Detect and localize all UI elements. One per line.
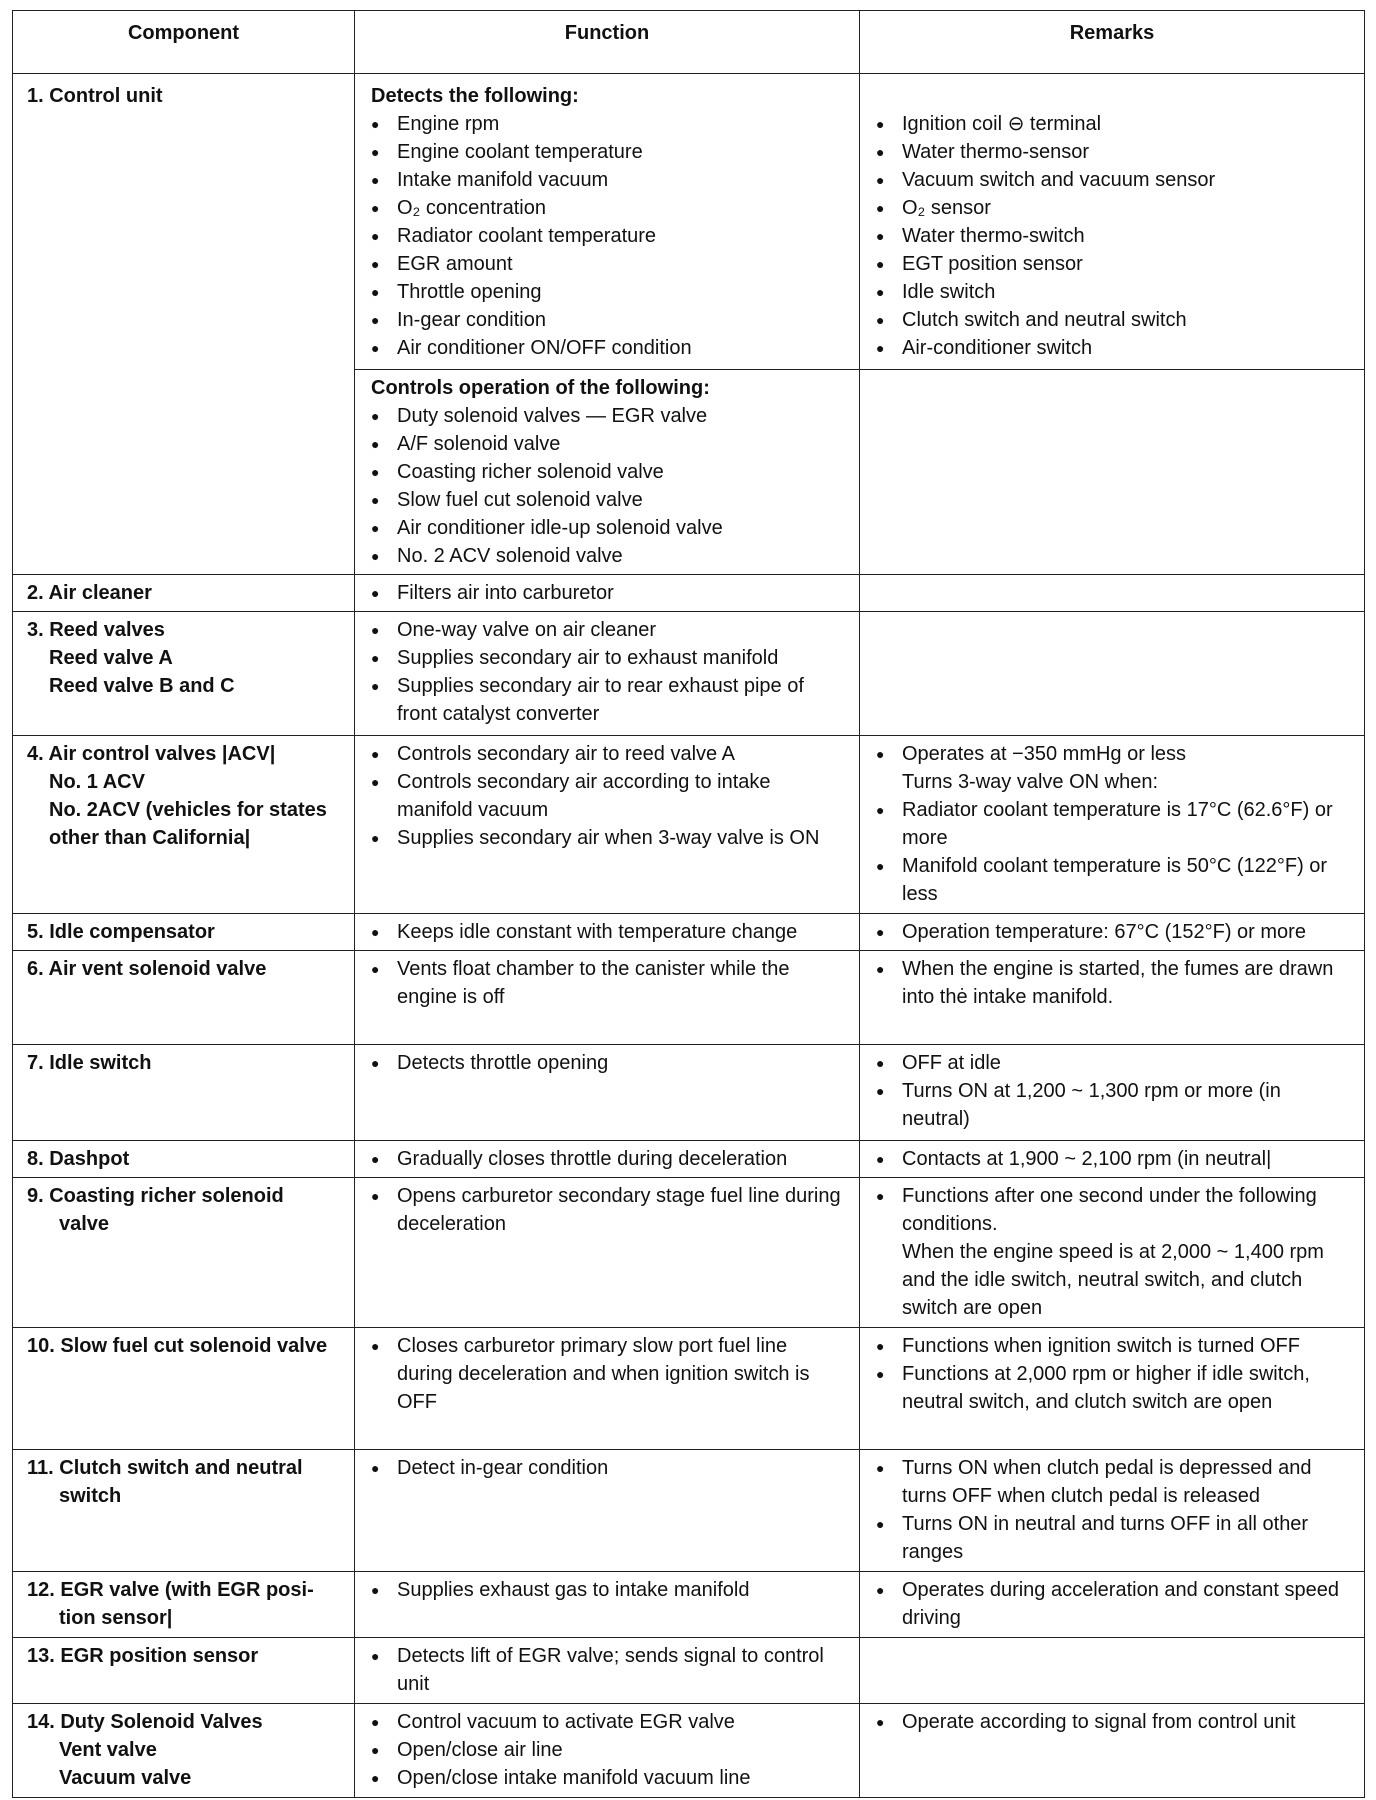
list-item: ● Clutch switch and neutral switch: [874, 306, 1352, 334]
list-item: ● Turns ON when clutch pedal is depressed and turns OFF when clutch pedal is released: [874, 1454, 1352, 1510]
list-item: ● O₂ concentration: [369, 194, 847, 222]
remarks-cell: [860, 1045, 1365, 1141]
remarks-cell: [860, 74, 1365, 370]
component-cell: [13, 1638, 355, 1704]
list-item: ● Radiator coolant temperature is 17°C (62.6°F) or more: [874, 796, 1352, 852]
table-row: [13, 612, 1365, 736]
list-item: ● Water thermo-switch: [874, 222, 1352, 250]
function-cell: [355, 914, 860, 951]
list-item: ● OFF at idle: [874, 1049, 1352, 1077]
list-item: ● Idle switch: [874, 278, 1352, 306]
list-item: ● Engine rpm: [369, 110, 847, 138]
function-cell: [355, 1450, 860, 1572]
remarks-cell: [860, 1178, 1365, 1328]
table-row: [13, 1045, 1365, 1141]
function-cell: [355, 1704, 860, 1798]
list-item: ● O₂ sensor: [874, 194, 1352, 222]
remarks-cell: [860, 1704, 1365, 1798]
component-name: 13. EGR position sensor: [27, 1645, 259, 1667]
component-name-cont: valve: [59, 1213, 110, 1235]
component-cell: [13, 74, 355, 575]
list-item: ● Operation temperature: 67°C (152°F) or more: [874, 918, 1352, 946]
component-name: 10. Slow fuel cut solenoid valve: [27, 1335, 328, 1357]
list-item: ● Functions when ignition switch is turned OFF: [874, 1332, 1352, 1360]
table-row: [13, 951, 1365, 1045]
function-cell: [355, 736, 860, 914]
list-item-continuation: Turns 3-way valve ON when:: [902, 771, 1159, 793]
list-item: ● Water thermo-sensor: [874, 138, 1352, 166]
component-name: 8. Dashpot: [27, 1148, 130, 1170]
component-name: 4. Air control valves |ACV|: [27, 743, 276, 765]
component-cell: [13, 1141, 355, 1178]
list-item: ● Open/close intake manifold vacuum line: [369, 1764, 847, 1792]
component-name: 12. EGR valve (with EGR posi-: [27, 1579, 314, 1601]
remarks-cell: [860, 370, 1365, 575]
list-item: ● Filters air into carburetor: [369, 579, 847, 607]
list-item: ● Air conditioner ON/OFF condition: [369, 334, 847, 362]
component-cell: [13, 1572, 355, 1638]
list-item: ● In-gear condition: [369, 306, 847, 334]
component-name: 11. Clutch switch and neutral: [27, 1457, 303, 1479]
list-item: ● Keeps idle constant with temperature change: [369, 918, 847, 946]
list-item: ● Functions at 2,000 rpm or higher if idle switch, neutral switch, and clutch switch are open: [874, 1360, 1352, 1416]
component-name: 1. Control unit: [27, 85, 163, 107]
header-row: [13, 11, 1365, 74]
list-item: ● Supplies secondary air to rear exhaust pipe of front catalyst converter: [369, 672, 847, 728]
table-row: [13, 1141, 1365, 1178]
list-item: ● Air-conditioner switch: [874, 334, 1352, 362]
list-item: ● Supplies secondary air when 3-way valve is ON: [369, 824, 847, 852]
list-item: ● Slow fuel cut solenoid valve: [369, 486, 847, 514]
list-item: ● Vents float chamber to the canister while the engine is off: [369, 955, 847, 1011]
component-function-table-page: [12, 10, 1364, 1798]
component-sub: Vacuum valve: [59, 1767, 192, 1789]
list-item: ● Engine coolant temperature: [369, 138, 847, 166]
list-item-continuation: When the engine speed is at 2,000 ~ 1,400 rpm and the idle switch, neutral switch, and clutch switch are open: [902, 1241, 1324, 1319]
component-cell: [13, 1045, 355, 1141]
table-row: [13, 1328, 1365, 1450]
list-item: ● No. 2 ACV solenoid valve: [369, 542, 847, 570]
component-sub: No. 2ACV (vehicles for states other than California|: [49, 799, 327, 849]
table-row: [13, 1450, 1365, 1572]
component-cell: [13, 951, 355, 1045]
header-component: Component: [13, 11, 355, 74]
component-name: 14. Duty Solenoid Valves: [27, 1711, 263, 1733]
remarks-cell: [860, 1638, 1365, 1704]
remarks-cell: [860, 1572, 1365, 1638]
list-item: ● Air conditioner idle-up solenoid valve: [369, 514, 847, 542]
component-sub: Vent valve: [59, 1739, 157, 1761]
component-name: 5. Idle compensator: [27, 921, 215, 943]
remarks-cell: [860, 612, 1365, 736]
list-item: ● Detect in-gear condition: [369, 1454, 847, 1482]
function-cell: [355, 1328, 860, 1450]
list-item: ● Detects lift of EGR valve; sends signal to control unit: [369, 1642, 847, 1698]
component-cell: [13, 914, 355, 951]
function-cell: [355, 575, 860, 612]
list-item: ● Vacuum switch and vacuum sensor: [874, 166, 1352, 194]
list-item: ● EGT position sensor: [874, 250, 1352, 278]
table-row: [13, 575, 1365, 612]
list-item: ● Open/close air line: [369, 1736, 847, 1764]
remarks-cell: [860, 1328, 1365, 1450]
list-item: ● Turns ON in neutral and turns OFF in all other ranges: [874, 1510, 1352, 1566]
list-item: ● Gradually closes throttle during deceleration: [369, 1145, 847, 1173]
component-sub: Reed valve B and C: [49, 675, 235, 697]
component-cell: [13, 612, 355, 736]
list-item: ● Supplies exhaust gas to intake manifold: [369, 1576, 847, 1604]
list-item: ● Duty solenoid valves — EGR valve: [369, 402, 847, 430]
list-item: ● A/F solenoid valve: [369, 430, 847, 458]
component-cell: [13, 1328, 355, 1450]
function-cell: [355, 1572, 860, 1638]
component-sub: No. 1 ACV: [49, 771, 145, 793]
list-item: ● Control vacuum to activate EGR valve: [369, 1708, 847, 1736]
component-name: 9. Coasting richer solenoid: [27, 1185, 284, 1207]
function-cell: [355, 1045, 860, 1141]
list-item: ● Operate according to signal from control unit: [874, 1708, 1352, 1736]
table-row: [13, 74, 1365, 370]
table-row: [13, 1638, 1365, 1704]
list-item: ● One-way valve on air cleaner: [369, 616, 847, 644]
function-cell: [355, 612, 860, 736]
function-intro: Controls operation of the following:: [371, 377, 710, 399]
component-name: 3. Reed valves: [27, 619, 165, 641]
remarks-cell: [860, 736, 1365, 914]
list-item: ● Turns ON at 1,200 ~ 1,300 rpm or more (in neutral): [874, 1077, 1352, 1133]
component-cell: [13, 1704, 355, 1798]
function-cell: [355, 1638, 860, 1704]
component-name-cont: tion sensor|: [59, 1607, 173, 1629]
remarks-cell: [860, 914, 1365, 951]
component-cell: [13, 1178, 355, 1328]
function-intro: Detects the following:: [371, 85, 579, 107]
function-cell: [355, 951, 860, 1045]
component-name-cont: switch: [59, 1485, 122, 1507]
function-cell: [355, 74, 860, 370]
component-name: 6. Air vent solenoid valve: [27, 958, 267, 980]
component-cell: [13, 736, 355, 914]
list-item: ● Contacts at 1,900 ~ 2,100 rpm (in neutral|: [874, 1145, 1352, 1173]
list-item: ● Radiator coolant temperature: [369, 222, 847, 250]
list-item: ● Opens carburetor secondary stage fuel line during deceleration: [369, 1182, 847, 1238]
remarks-cell: [860, 1450, 1365, 1572]
remarks-cell: [860, 575, 1365, 612]
list-item: ● Intake manifold vacuum: [369, 166, 847, 194]
remarks-cell: [860, 951, 1365, 1045]
component-sub: Reed valve A: [49, 647, 173, 669]
list-item: ● Operates during acceleration and constant speed driving: [874, 1576, 1352, 1632]
remarks-cell: [860, 1141, 1365, 1178]
function-cell: [355, 1178, 860, 1328]
component-name: 7. Idle switch: [27, 1052, 152, 1074]
list-item: ● Supplies secondary air to exhaust manifold: [369, 644, 847, 672]
component-cell: [13, 575, 355, 612]
table-row: [13, 1178, 1365, 1328]
list-item: ● Closes carburetor primary slow port fuel line during deceleration and when ignition switch is OFF: [369, 1332, 847, 1416]
table-row: [13, 1704, 1365, 1798]
list-item: ● Controls secondary air to reed valve A: [369, 740, 847, 768]
list-item: ● Manifold coolant temperature is 50°C (122°F) or less: [874, 852, 1352, 908]
list-item: ● EGR amount: [369, 250, 847, 278]
list-item: ● Coasting richer solenoid valve: [369, 458, 847, 486]
component-table: [12, 10, 1365, 1798]
list-item: ● Throttle opening: [369, 278, 847, 306]
header-remarks: Remarks: [860, 11, 1365, 74]
table-row: [13, 1572, 1365, 1638]
list-item: ● Ignition coil ⊖ terminal: [874, 110, 1352, 138]
header-function: Function: [355, 11, 860, 74]
table-row: [13, 736, 1365, 914]
list-item: ● When the engine is started, the fumes are drawn into thė intake manifold.: [874, 955, 1352, 1011]
function-cell: [355, 1141, 860, 1178]
function-cell: [355, 370, 860, 575]
component-cell: [13, 1450, 355, 1572]
table-row: [13, 914, 1365, 951]
list-item: ● Detects throttle opening: [369, 1049, 847, 1077]
list-item: ● Operates at −350 mmHg or less: [874, 740, 1352, 768]
component-name: 2. Air cleaner: [27, 582, 152, 604]
list-item: ● Controls secondary air according to intake manifold vacuum: [369, 768, 847, 824]
list-item: ● Functions after one second under the following conditions.: [874, 1182, 1352, 1238]
